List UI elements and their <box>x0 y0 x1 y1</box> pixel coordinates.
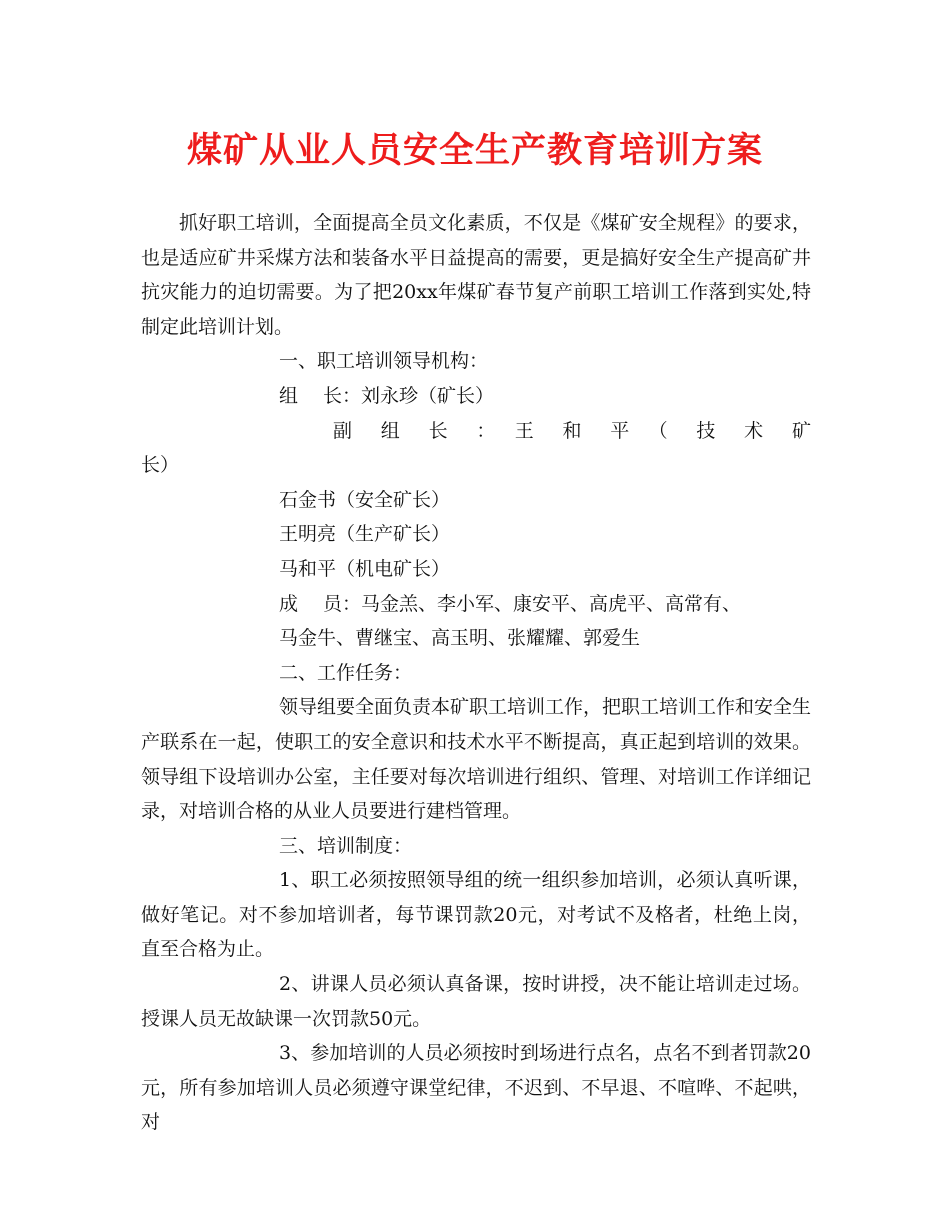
document-body <box>141 206 811 1140</box>
section3-heading: 三、培训制度： <box>279 834 413 857</box>
deputy-leader-line: 副 组 长 ： 王 和 平 （ 技 术 矿 <box>333 419 811 442</box>
document-title: 煤矿从业人员安全生产教育培训方案 <box>186 130 763 171</box>
section2-heading: 二、工作任务： <box>279 661 413 684</box>
rule-paragraph: 1、职工必须按照领导组的统一组织参加培训，必须认真听课，做好笔记。对不参加培训者，每节课罚款20元，对考试不及格者，杜绝上岗，直至合格为止。 <box>141 869 811 961</box>
rule-paragraph: 2、讲课人员必须认真备课，按时讲授，决不能让培训走过场。授课人员无故缺课一次罚款50元。 <box>141 973 811 1030</box>
intro-paragraph: 抓好职工培训，全面提高全员文化素质，不仅是《煤矿安全规程》的要求，也是适应矿井采煤方法和装备水平日益提高的需要，更是搞好安全生产提高矿井抗灾能力的迫切需要。为了把20xx年煤矿春节复产前职工培训工作落到实处,特制定此培训计划。 <box>141 212 811 338</box>
deputy-item: 石金书（安全矿长） <box>279 488 451 511</box>
rule-paragraph: 3、参加培训的人员必须按时到场进行点名，点名不到者罚款20元，所有参加培训人员必须遵守课堂纪律，不迟到、不早退、不喧哗、不起哄，对 <box>141 1042 811 1134</box>
deputy-leader-tail: 长） <box>141 454 180 477</box>
deputy-item: 马和平（机电矿长） <box>279 557 451 580</box>
section1-heading: 一、职工培训领导机构： <box>279 350 489 373</box>
section2-paragraph: 领导组要全面负责本矿职工培训工作，把职工培训工作和安全生产联系在一起，使职工的安全意识和技术水平不断提高，真正起到培训的效果。领导组下设培训办公室，主任要对每次培训进行组织、管理、对培训工作详细记录，对培训合格的从业人员要进行建档管理。 <box>141 696 812 823</box>
members-line: 成 员：马金羔、李小军、康安平、高虎平、高常有、 <box>279 592 742 615</box>
group-leader-line: 组 长：刘永珍（矿长） <box>279 384 495 407</box>
members-line: 马金牛、曹继宝、高玉明、张耀耀、郭爱生 <box>279 627 641 650</box>
deputy-item: 王明亮（生产矿长） <box>279 523 451 546</box>
